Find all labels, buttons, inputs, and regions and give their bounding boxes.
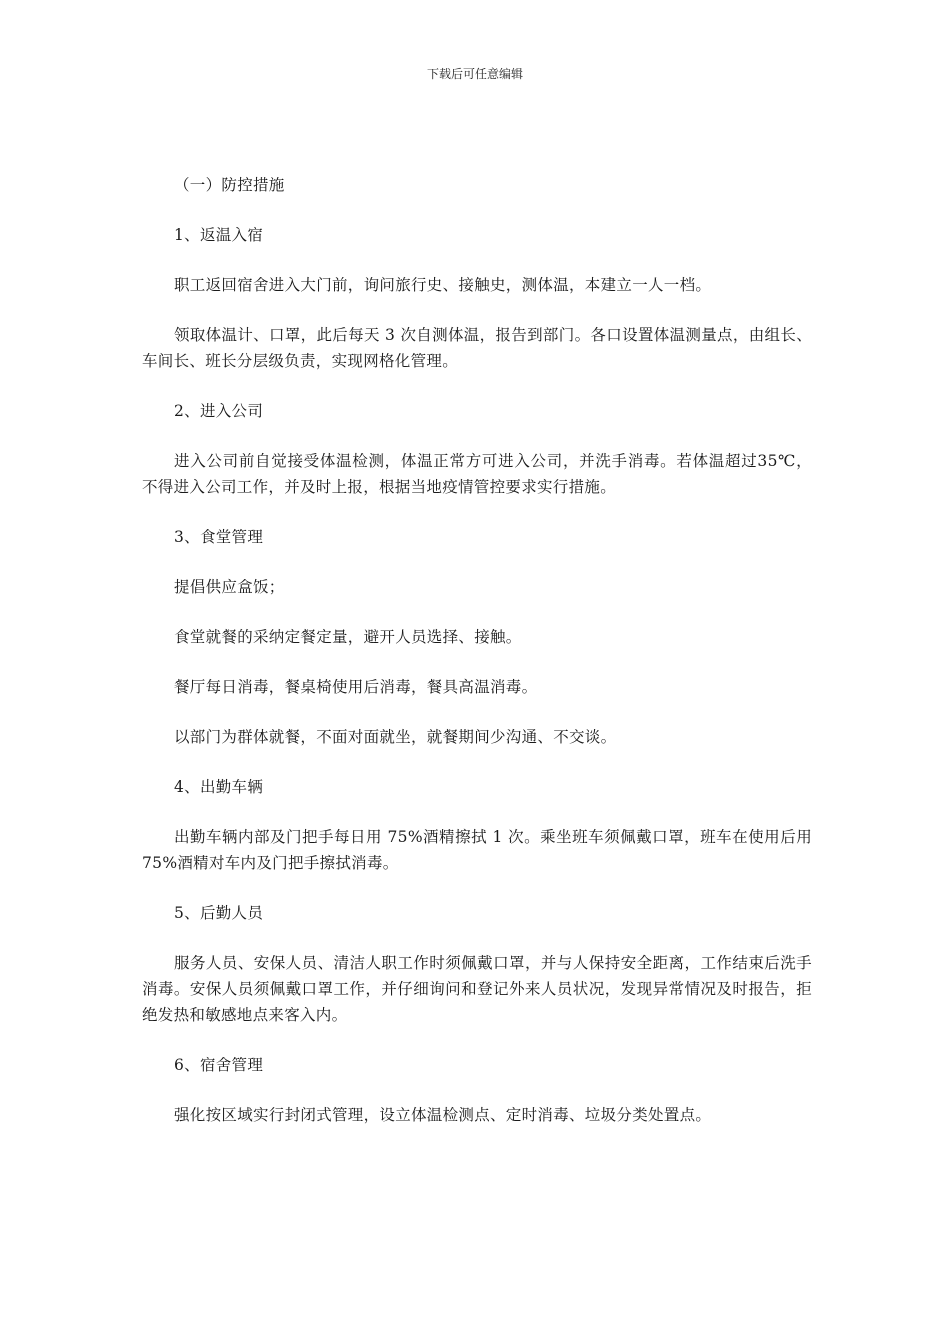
section-5-title: 5、后勤人员 [174,904,264,922]
section-3-paragraph-4: 以部门为群体就餐，不面对面就坐，就餐期间少沟通、不交谈。 [174,728,617,746]
section-main-title: （一）防控措施 [174,176,285,194]
section-6-title: 6、宿舍管理 [174,1056,264,1074]
section-6-paragraph-1: 强化按区域实行封闭式管理，设立体温检测点、定时消毒、垃圾分类处置点。 [174,1106,712,1124]
document-body [142,172,812,1128]
section-3-title: 3、食堂管理 [174,528,264,546]
section-4-title: 4、出勤车辆 [174,778,264,796]
section-4-paragraph-1: 出勤车辆内部及门把手每日用 75%酒精擦拭 1 次。乘坐班车须佩戴口罩，班车在使用后用 75%酒精对车内及门把手擦拭消毒。 [142,828,812,872]
section-1-paragraph-2: 领取体温计、口罩，此后每天 3 次自测体温，报告到部门。各口设置体温测量点，由组长、车间长、班长分层级负责，实现网格化管理。 [142,326,812,370]
section-2-title: 2、进入公司 [174,402,264,420]
section-5-paragraph-1: 服务人员、安保人员、清洁人职工作时须佩戴口罩，并与人保持安全距离，工作结束后洗手消毒。安保人员须佩戴口罩工作，并仔细询问和登记外来人员状况，发现异常情况及时报告，拒绝发热和敏感地点来客入内。 [142,954,812,1024]
section-1-paragraph-1: 职工返回宿舍进入大门前，询问旅行史、接触史，测体温，本建立一人一档。 [174,276,712,294]
section-1-title: 1、返温入宿 [174,226,264,244]
section-3-paragraph-1: 提倡供应盒饭； [174,578,285,596]
section-2-paragraph-1: 进入公司前自觉接受体温检测，体温正常方可进入公司，并洗手消毒。若体温超过35℃，不得进入公司工作，并及时上报，根据当地疫情管控要求实行措施。 [142,452,812,496]
page-header: 下载后可任意编辑 [426,67,523,81]
section-3-paragraph-2: 食堂就餐的采纳定餐定量，避开人员选择、接触。 [174,628,522,646]
section-3-paragraph-3: 餐厅每日消毒，餐桌椅使用后消毒，餐具高温消毒。 [174,678,538,696]
